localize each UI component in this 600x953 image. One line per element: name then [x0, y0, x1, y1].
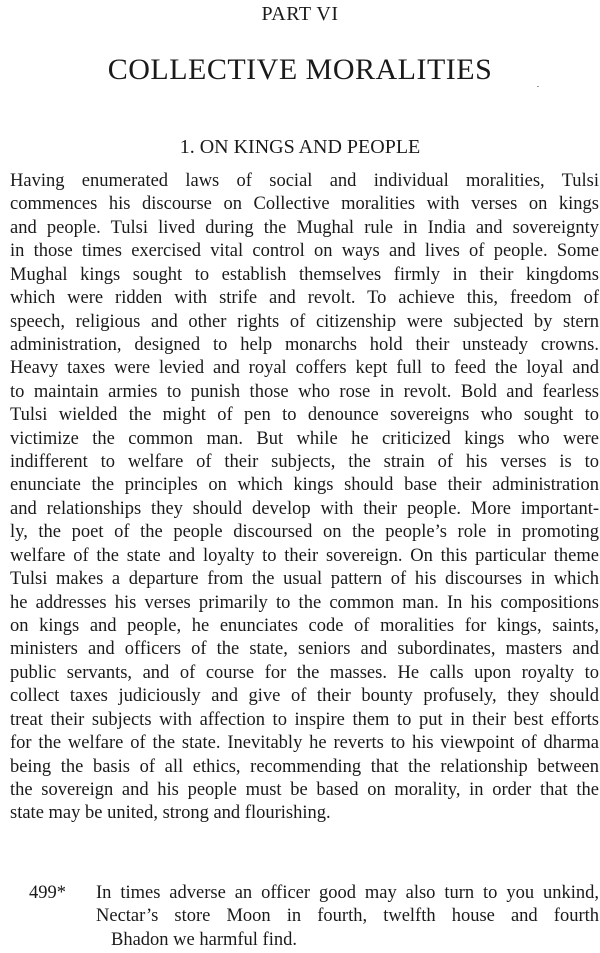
paragraph-line: ministers and officers of the state, seniors and subordinates, masters and: [10, 639, 599, 660]
part-label: PART VI: [261, 3, 339, 25]
paragraph-line: indifferent to welfare of their subjects, the strain of his verses is to: [10, 452, 599, 473]
paragraph-line: treat their subjects with affection to inspire them to put in their best efforts: [10, 709, 599, 730]
verse-line: Nectar’s store Moon in fourth, twelfth house and fourth: [96, 906, 599, 927]
paragraph-line: and relationships they should develop with their people. More important-: [10, 498, 599, 519]
section-heading: 1. ON KINGS AND PEOPLE: [179, 136, 421, 158]
paragraph-line: collect taxes judiciously and give of their bounty profusely, they should: [10, 686, 599, 707]
paragraph-line: Heavy taxes were levied and royal coffers kept full to feed the loyal and: [10, 358, 599, 379]
paragraph-line: speech, religious and other rights of citizenship were subjected by stern: [10, 311, 599, 332]
paragraph-line: Tulsi wielded the might of pen to denounce sovereigns who sought to: [10, 405, 599, 426]
verse-text: [96, 882, 599, 952]
verse-number: 499*: [29, 883, 66, 903]
paragraph-line: being the basis of all ethics, recommending that the relationship between: [10, 756, 599, 777]
paragraph-line: which were ridden with strife and revolt. To achieve this, freedom of: [10, 288, 599, 309]
verse-line: Bhadon we harmful find.: [111, 929, 297, 950]
paragraph-line: welfare of the state and loyalty to their sovereign. On this particular theme: [10, 545, 599, 566]
paragraph-line: on kings and people, he enunciates code of moralities for kings, saints,: [10, 616, 599, 637]
paragraph-line: for the welfare of the state. Inevitably he reverts to his viewpoint of dharma: [10, 733, 599, 754]
paragraph-line: enunciate the principles on which kings should base their administration: [10, 475, 599, 496]
paragraph-line: to maintain armies to punish those who rose in revolt. Bold and fearless: [10, 381, 599, 402]
verse-line: In times adverse an officer good may also turn to you unkind,: [96, 883, 599, 903]
paragraph-line: ly, the poet of the people discoursed on the people’s role in promoting: [10, 522, 599, 543]
paragraph-line: administration, designed to help monarchs hold their unsteady crowns.: [10, 334, 599, 355]
paragraph-line: and people. Tulsi lived during the Mughal rule in India and sovereignty: [10, 217, 599, 238]
paragraph-line: public servants, and of course for the masses. He calls upon royalty to: [10, 662, 599, 683]
paragraph-line: the sovereign and his people must be based on morality, in order that the: [10, 779, 599, 800]
chapter-title: COLLECTIVE MORALITIES: [107, 53, 493, 86]
paragraph-line: he addresses his verses primarily to the common man. In his compositions: [10, 592, 599, 613]
paragraph-line: Mughal kings sought to establish themselves firmly in their kingdoms: [10, 264, 599, 285]
paragraph-line: Tulsi makes a departure from the usual pattern of his discourses in which: [10, 569, 599, 590]
paragraph-line: state may be united, strong and flourishing.: [10, 803, 331, 824]
paragraph-line: commences his discourse on Collective moralities with verses on kings: [10, 194, 599, 215]
body-paragraph: [10, 170, 599, 826]
paragraph-line: Having enumerated laws of social and individual moralities, Tulsi: [10, 171, 599, 191]
paragraph-line: victimize the common man. But while he criticized kings who were: [10, 428, 599, 449]
print-speck: [537, 86, 539, 87]
paragraph-line: in those times exercised vital control on ways and lives of people. Some: [10, 241, 599, 262]
